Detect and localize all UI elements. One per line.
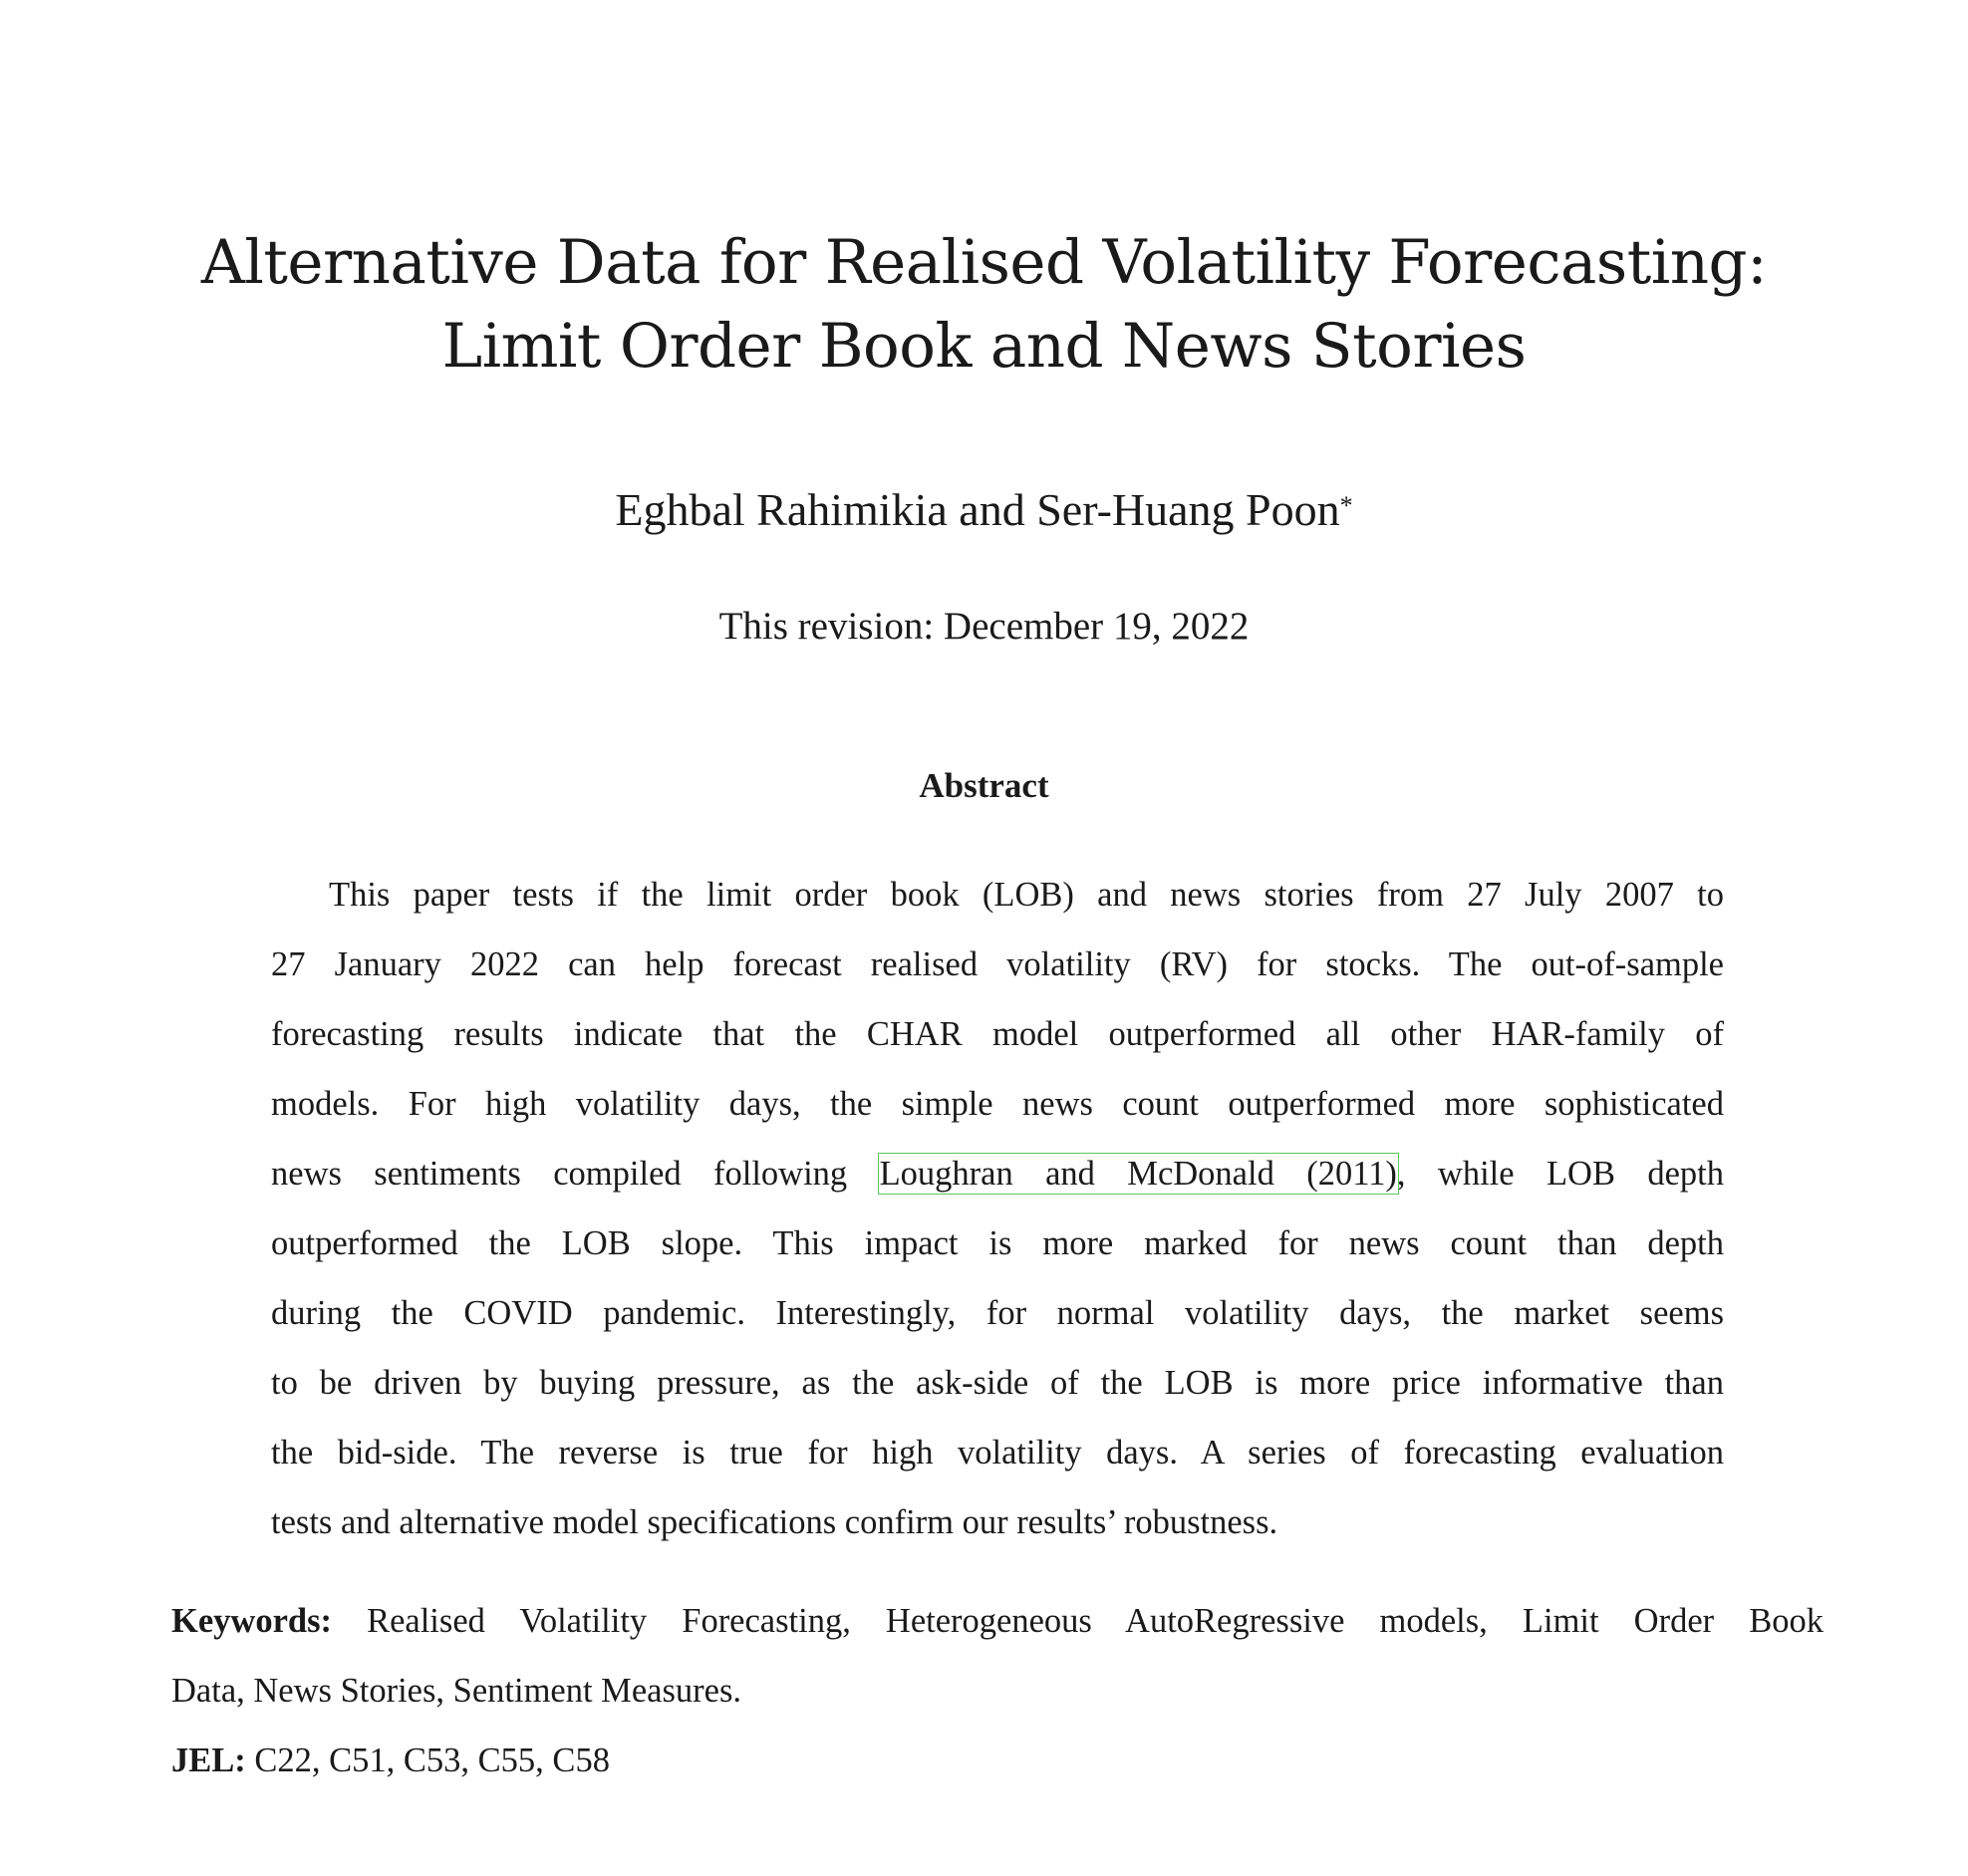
abstract-line: forecasting results indicate that the CHAR model outperformed all other HAR-family of	[271, 1015, 1724, 1053]
abstract-line: 27 January 2022 can help forecast realised volatility (RV) for stocks. The out-of-sample	[271, 945, 1724, 983]
jel-label: JEL:	[171, 1742, 246, 1779]
jel-section	[171, 1726, 610, 1795]
jel-codes: C22, C51, C53, C55, C58	[245, 1742, 610, 1779]
abstract-line: This paper tests if the limit order book (LOB) and news stories from 27 July 2007 to	[329, 876, 1724, 914]
abstract-line-with-citation	[271, 1139, 1724, 1208]
abstract-line: models. For high volatility days, the simple news count outperformed more sophisticated	[271, 1085, 1724, 1123]
abstract-line: tests and alternative model specifications confirm our results’ robustness.	[271, 1503, 1278, 1541]
abstract-line: the bid-side. The reverse is true for high volatility days. A series of forecasting evaluation	[271, 1434, 1724, 1472]
author-names: Eghbal Rahimikia and Ser-Huang Poon	[615, 484, 1340, 535]
title-line-1: Alternative Data for Realised Volatility Forecasting:	[200, 227, 1768, 298]
abstract-line: to be driven by buying pressure, as the ask-side of the LOB is more price informative than	[271, 1364, 1724, 1402]
abstract-heading: Abstract	[919, 766, 1049, 805]
revision-date: This revision: December 19, 2022	[718, 605, 1250, 648]
keywords-line-2: Data, News Stories, Sentiment Measures.	[171, 1672, 742, 1710]
abstract-line: during the COVID pandemic. Interestingly, for normal volatility days, the market seems	[271, 1294, 1724, 1332]
title-line-2: Limit Order Book and News Stories	[441, 311, 1527, 382]
abstract-line-5-end: , while LOB depth	[1396, 1155, 1725, 1193]
keywords-label: Keywords:	[171, 1602, 332, 1640]
citation-link[interactable]: Loughran and McDonald (2011)	[879, 1155, 1397, 1193]
abstract-line: outperformed the LOB slope. This impact is more marked for news count than depth	[271, 1224, 1724, 1262]
authors	[0, 482, 1968, 538]
paper-title	[0, 221, 1968, 389]
keywords-text-1: Realised Volatility Forecasting, Heterogeneous AutoRegressive models, Limit Order Book	[331, 1602, 1824, 1640]
abstract-line-5-start: news sentiments compiled following	[271, 1155, 880, 1193]
abstract-body	[271, 860, 1724, 1557]
keywords-section	[171, 1586, 1824, 1726]
keywords-line-1	[171, 1586, 1824, 1656]
author-footnote-mark[interactable]: *	[1339, 491, 1353, 520]
